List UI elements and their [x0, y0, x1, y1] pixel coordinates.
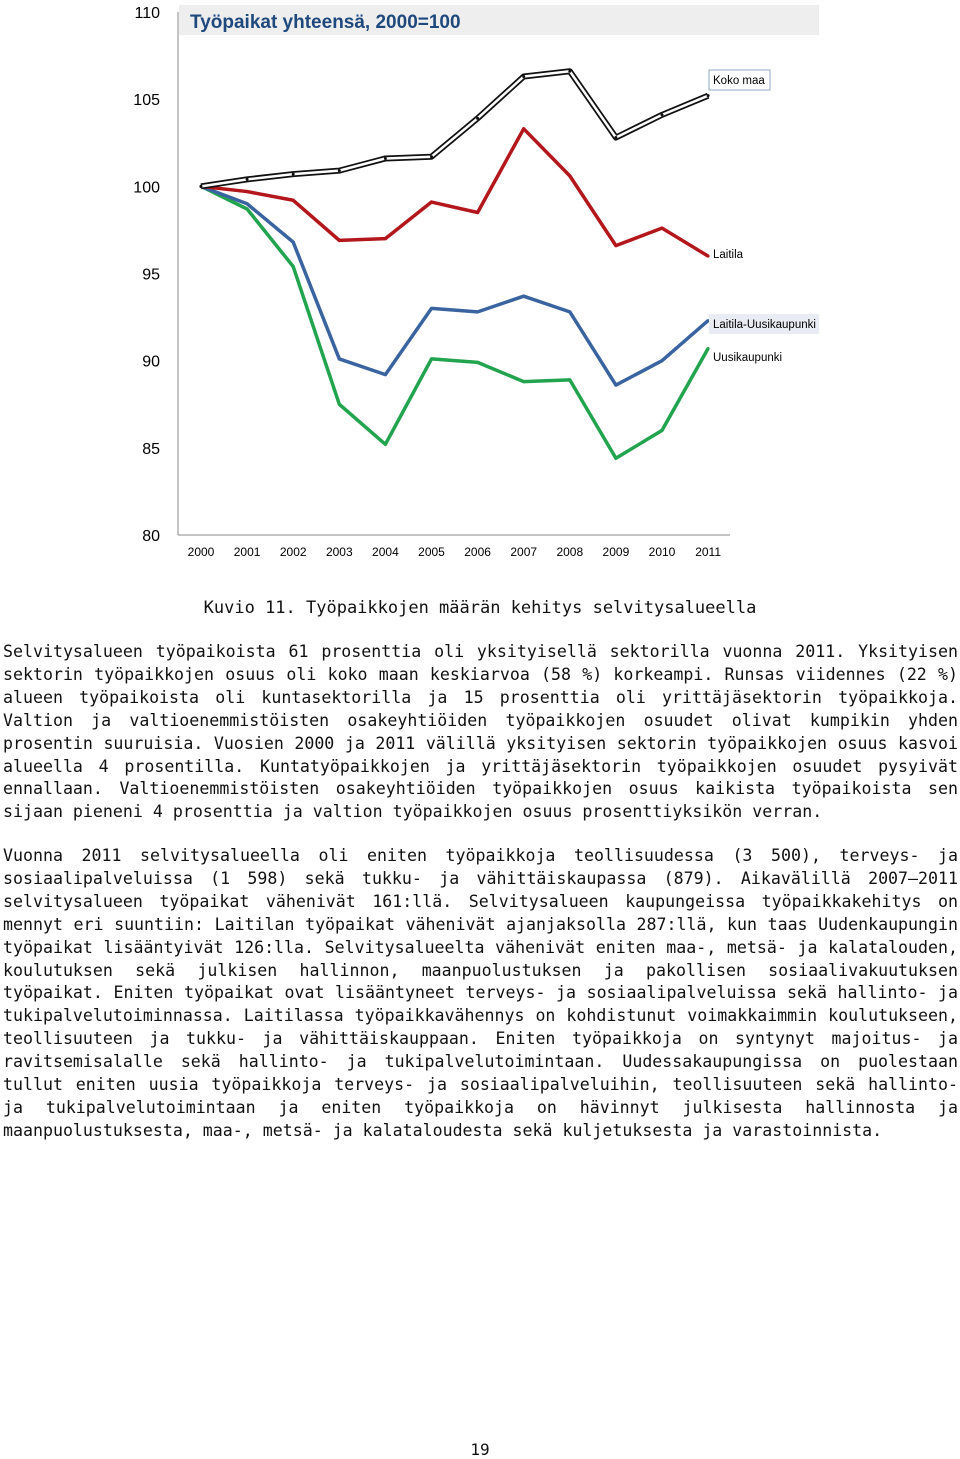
data-point — [568, 378, 571, 381]
data-point — [707, 255, 710, 258]
data-point — [522, 380, 525, 383]
x-tick-label: 2000 — [187, 545, 215, 559]
y-tick-label: 90 — [142, 353, 160, 371]
data-point — [661, 429, 664, 432]
data-point — [292, 265, 295, 268]
data-point — [522, 75, 525, 78]
data-point — [522, 127, 525, 130]
data-point — [661, 113, 664, 116]
data-point — [476, 117, 479, 120]
data-point — [568, 174, 571, 177]
legend-label: Laitila-Uusikaupunki — [713, 319, 816, 331]
data-point — [338, 239, 341, 242]
data-point — [430, 357, 433, 360]
data-point — [568, 70, 571, 73]
series-laitila — [200, 127, 710, 257]
data-point — [246, 178, 249, 181]
x-tick-label: 2010 — [648, 545, 676, 559]
x-tick-label: 2007 — [510, 545, 538, 559]
data-point — [476, 211, 479, 214]
data-point — [614, 136, 617, 139]
data-point — [476, 310, 479, 313]
data-point — [522, 295, 525, 298]
data-point — [476, 361, 479, 364]
data-point — [568, 310, 571, 313]
y-tick-label: 110 — [134, 5, 160, 22]
legend-label: Uusikaupunki — [713, 352, 783, 364]
data-point — [384, 443, 387, 446]
data-point — [430, 201, 433, 204]
x-tick-label: 2006 — [464, 545, 491, 559]
data-point — [707, 347, 710, 350]
data-point — [614, 384, 617, 387]
data-point — [384, 157, 387, 160]
x-tick-label: 2011 — [695, 545, 722, 559]
data-point — [200, 185, 203, 188]
data-point — [292, 173, 295, 176]
data-point — [661, 359, 664, 362]
legend-label: Laitila — [713, 249, 744, 261]
chart-title: Työpaikat yhteensä, 2000=100 — [190, 12, 461, 33]
data-point — [292, 241, 295, 244]
series-line — [201, 129, 708, 256]
x-tick-label: 2005 — [418, 545, 445, 559]
y-tick-label: 95 — [142, 266, 160, 284]
y-tick-label: 105 — [133, 92, 160, 110]
data-point — [338, 169, 341, 172]
series-laitila-uusikaupunki — [200, 185, 710, 387]
data-point — [246, 207, 249, 210]
page-number: 19 — [470, 1440, 490, 1459]
paragraph-2: Vuonna 2011 selvitysalueella oli eniten työpaikkoja teollisuudessa (3 500), terveys- ja sosiaalipalveluissa (1 598) sekä tukku- ja vähittäiskaupassa (879). Aikavälillä 2007–2011 selvitysalueen työpaikat vähenivät 161:llä. Selvitysalueen kaupungeissa työpaikkakehitys on mennyt eri suuntiin: Laitilan työpaikat vähenivät ajanjaksolla 287:llä, kun taas Uudenkaupungin työpaikat lisääntyivät 126:lla. Selvitysalueelta vähenivät eniten maa-, metsä- ja kalatalouden, koulutuksen sekä julkisen hallinnon, maanpuolustuksen ja pakollisen sosiaalivakuutuksen työpaikat. Eniten työpaikat ovat lisääntyneet terveys- ja sosiaalipalveluissa sekä hallinto- ja tukipalvelutoiminnassa. Laitilassa työpaikkavähennys on kohdistunut voimakkaimmin koulutukseen, teollisuuteen ja tukku- ja vähittäiskauppaan. Eniten työpaikkoja on syntynyt majoitus- ja ravitsemisalalle sekä hallinto- ja tukipalvelutoimintaan. Uudessakaupungissa on puolestaan tullut eniten uusia työpaikkoja terveys- ja sosiaalipalveluihin, teollisuuteen sekä hallinto- ja tukipalvelutoimintaan ja eniten työpaikkoja on hävinnyt julkisesta hallinnosta ja maanpuolustuksesta, maa-, metsä- ja kalataloudesta sekä kuljetuksesta ja varastoinnista. — [3, 846, 958, 1140]
data-point — [614, 244, 617, 247]
legend-label: Koko maa — [713, 75, 765, 87]
x-tick-label: 2009 — [602, 545, 630, 559]
data-point — [246, 190, 249, 193]
line-chart — [0, 0, 960, 570]
data-point — [292, 199, 295, 202]
y-tick-label: 100 — [133, 179, 160, 197]
data-point — [246, 202, 249, 205]
y-tick-label: 85 — [142, 440, 160, 458]
paragraph-1: Selvitysalueen työpaikoista 61 prosenttia oli yksityisellä sektorilla vuonna 2011. Yksityisen sektorin työpaikkojen osuus oli koko maan keskiarvoa (58 %) korkeampi. Runsas viidennes (22 %) alueen työpaikoista oli kuntasektorilla ja 15 prosenttia oli yrittäjäsektorin työpaikkoja. Valtion ja valtioenemmistöisten osakeyhtiöiden työpaikkojen osuudet olivat kumpikin yhden prosentin suuruisia. Vuosien 2000 ja 2011 välillä yksityisen sektorin työpaikkojen osuus kasvoi alueella 4 prosentilla. Kuntatyöpaikkojen ja yrittäjäsektorin työpaikkojen osuudet pysyivät ennallaan. Valtioenemmistöisten osakeyhtiöiden työpaikkojen osuus kaikista työpaikoista sen sijaan pieneni 4 prosenttia ja valtion työpaikkojen osuus prosenttiyksikön verran. — [3, 642, 958, 822]
data-point — [384, 237, 387, 240]
data-point — [338, 357, 341, 360]
figure-caption: Kuvio 11. Työpaikkojen määrän kehitys selvitysalueella — [203, 598, 757, 618]
x-tick-label: 2002 — [279, 545, 307, 559]
x-tick-label: 2003 — [325, 545, 353, 559]
data-point — [338, 403, 341, 406]
series-koko-maa — [200, 70, 710, 188]
y-tick-label: 80 — [142, 528, 160, 545]
data-point — [430, 155, 433, 158]
x-tick-label: 2004 — [372, 545, 399, 559]
x-tick-label: 2008 — [556, 545, 584, 559]
data-point — [614, 457, 617, 460]
x-tick-label: 2001 — [233, 545, 261, 559]
data-point — [707, 94, 710, 97]
data-point — [430, 307, 433, 310]
series-line — [201, 71, 708, 186]
series-line — [201, 186, 708, 385]
data-point — [661, 227, 664, 230]
data-point — [384, 373, 387, 376]
